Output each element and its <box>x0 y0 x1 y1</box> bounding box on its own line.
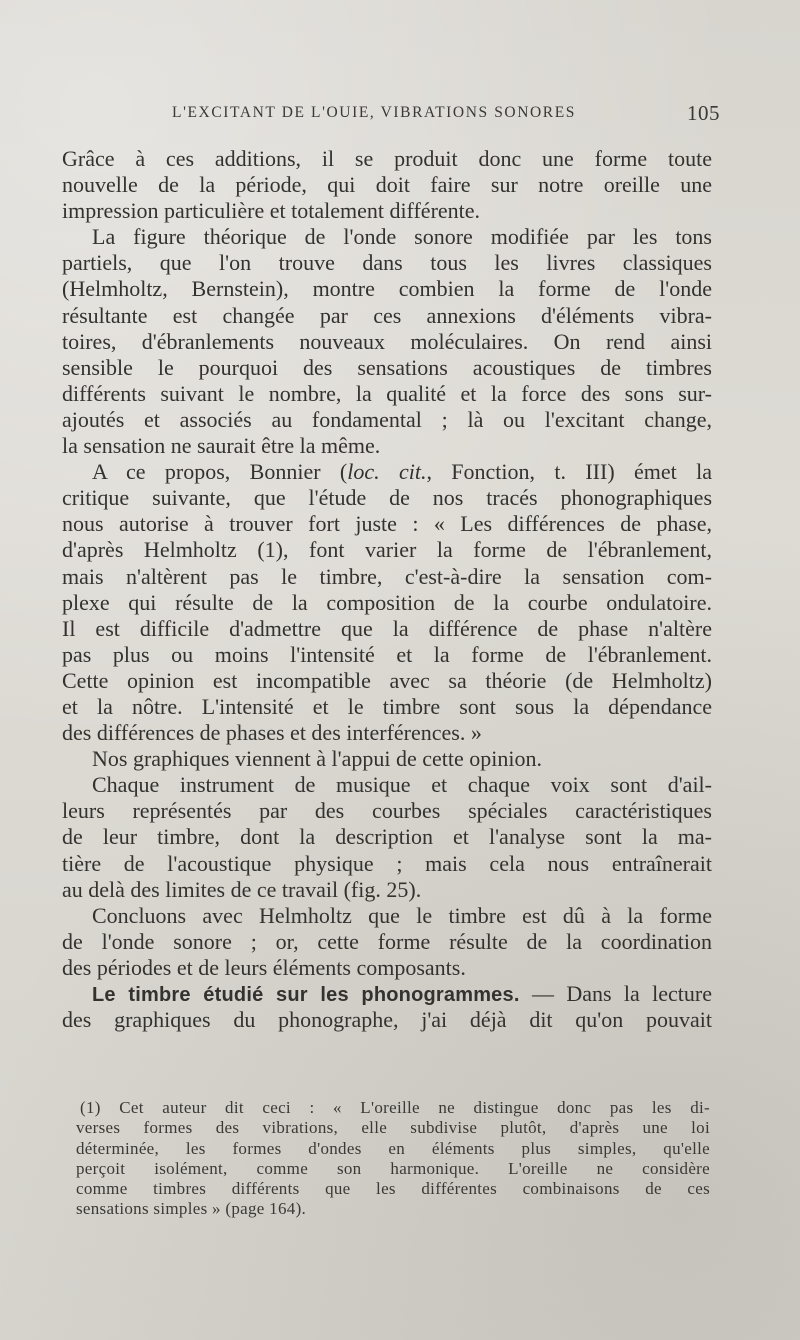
text-line: et la nôtre. L'intensité et le timbre sont sous la dépendance <box>62 693 712 719</box>
text-line: critique suivante, que l'étude de nos tracés phonographiques <box>62 485 712 511</box>
text-line: ajoutés et associés au fondamental ; là ou l'excitant change, <box>62 406 712 432</box>
text-line: résultante est changée par ces annexions d'éléments vibra- <box>62 302 712 328</box>
text-line: tière de l'acoustique physique ; mais cela nous entraînerait <box>62 850 712 876</box>
footnote-line: perçoit isolément, comme son harmonique. L'oreille ne considère <box>76 1158 710 1178</box>
page-number: 105 <box>687 101 720 125</box>
text-line: partiels, que l'on trouve dans tous les livres classiques <box>62 250 712 276</box>
text-line: nous autorise à trouver fort juste : « Les différences de phase, <box>62 511 712 537</box>
text-line: Concluons avec Helmholtz que le timbre est dû à la forme <box>92 902 712 928</box>
section-heading-line <box>62 981 712 1007</box>
loc-cit-italic: loc. cit. <box>347 459 427 485</box>
text-segment: , Fonction, t. III) émet la <box>426 459 712 485</box>
main-text <box>62 146 712 1033</box>
text-line: Grâce à ces additions, il se produit donc une forme toute <box>62 146 712 171</box>
text-line: des périodes et de leurs éléments composants. <box>62 954 466 980</box>
text-line: plexe qui résulte de la composition de la courbe ondulatoire. <box>62 589 712 615</box>
running-head <box>172 101 720 132</box>
footnote-line: verses formes des vibrations, elle subdivise plutôt, d'après une loi <box>76 1118 710 1138</box>
footnote-line: déterminée, les formes d'ondes en éléments plus simples, qu'elle <box>76 1138 710 1158</box>
section-heading: Le timbre étudié sur les phonogrammes. <box>92 984 520 1006</box>
text-line: Il est difficile d'admettre que la différence de phase n'altère <box>62 615 712 641</box>
text-line: la sensation ne saurait être la même. <box>62 433 381 459</box>
text-line: leurs représentés par des courbes spéciales caractéristiques <box>62 798 712 824</box>
text-line: de leur timbre, dont la description et l'analyse sont la ma- <box>62 824 712 850</box>
text-line: différents suivant le nombre, la qualité et la force des sons sur- <box>62 380 712 406</box>
text-line: pas plus ou moins l'intensité et la forme de l'ébranlement. <box>62 641 712 667</box>
footnote-line: (1) Cet auteur dit ceci : « L'oreille ne distingue donc pas les di- <box>80 1098 710 1117</box>
footnote-line: comme timbres différents que les différentes combinaisons de ces <box>76 1179 710 1199</box>
text-line: toires, d'ébranlements nouveaux moléculaires. On rend ainsi <box>62 328 712 354</box>
text-line: au delà des limites de ce travail (fig. 25). <box>62 876 422 902</box>
text-line: Cette opinion est incompatible avec sa théorie (de Helmholtz) <box>62 667 712 693</box>
text-segment: — Dans la lecture <box>531 981 713 1006</box>
text-line: La figure théorique de l'onde sonore modifiée par les tons <box>92 224 712 250</box>
running-title: L'EXCITANT DE L'OUIE, VIBRATIONS SONORES <box>172 104 577 121</box>
text-line: impression particulière et totalement différente. <box>62 198 481 224</box>
text-line: mais n'altèrent pas le timbre, c'est-à-dire la sensation com- <box>62 563 712 589</box>
text-line: Nos graphiques viennent à l'appui de cette opinion. <box>92 746 542 772</box>
text-line: d'après Helmholtz (1), font varier la forme de l'ébranlement, <box>62 537 712 563</box>
text-line <box>62 459 712 485</box>
text-line: Chaque instrument de musique et chaque voix sont d'ail- <box>92 772 712 798</box>
text-line: (Helmholtz, Bernstein), montre combien la forme de l'onde <box>62 276 712 302</box>
footnotes <box>76 1098 710 1220</box>
footnote-line: sensations simples » (page 164). <box>76 1199 307 1219</box>
text-line: sensible le pourquoi des sensations acoustiques de timbres <box>62 354 712 380</box>
text-line: de l'onde sonore ; or, cette forme résulte de la coordination <box>62 928 712 954</box>
text-line: des différences de phases et des interférences. » <box>62 720 482 746</box>
text-line: nouvelle de la période, qui doit faire sur notre oreille une <box>62 172 712 198</box>
text-line: des graphiques du phonographe, j'ai déjà dit qu'on pouvait <box>62 1007 712 1033</box>
text-segment: A ce propos, Bonnier ( <box>92 459 348 485</box>
